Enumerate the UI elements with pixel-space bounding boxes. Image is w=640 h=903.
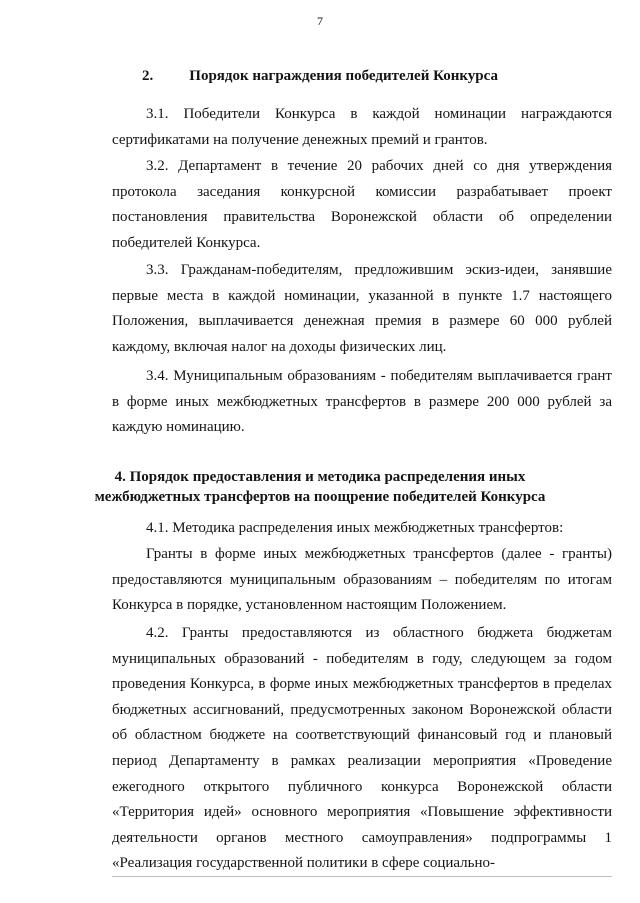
section-2-heading [0,68,640,85]
paragraph-4-1: 4.1. Методика распределения иных межбюджетных трансфертов: [146,520,564,536]
section-4-heading [0,467,640,507]
section-4-title-line-1: 4. Порядок предоставления и методика распределения иных [114,469,526,485]
paragraph-3-3: 3.3. Гражданам-победителям, предложившим эскиз-идеи, занявшие первые места в каждой номинации, указанной в пункте 1.7 настоящего Положения, выплачивается денежная премия в размере 60 000 рублей каждому, включая налог на доходы физических лиц. [112,262,612,355]
section-2-title: Порядок награждения победителей Конкурса [189,68,498,84]
page-number: 7 [317,14,323,28]
paragraph-grants: Гранты в форме иных межбюджетных трансфертов (далее - гранты) предоставляются муниципальным образованиям – победителям по итогам Конкурса в порядке, установленном настоящим Положением. [112,546,612,614]
section-4-title-line-2: межбюджетных трансфертов на поощрение победителей Конкурса [94,489,546,505]
section-2-number: 2. [142,68,154,84]
paragraph-3-4: 3.4. Муниципальным образованиям - победителям выплачивается грант в форме иных межбюджетных трансфертов в размере 200 000 рублей за каждую номинацию. [112,368,612,436]
paragraph-3-2: 3.2. Департамент в течение 20 рабочих дней со дня утверждения протокола заседания конкурсной комиссии разрабатывает проект постановления правительства Воронежской области об определении победителей Конкурса. [112,158,612,251]
bottom-rule [112,876,612,877]
paragraph-3-1: 3.1. Победители Конкурса в каждой номинации награждаются сертификатами на получение денежных премий и грантов. [112,106,612,148]
paragraph-4-2: 4.2. Гранты предоставляются из областного бюджета бюджетам муниципальных образований - победителям в году, следующем за годом проведения Конкурса, в форме иных межбюджетных трансфертов в пределах бюджетных ассигнований, предусмотренных законом Воронежской области об областном бюджете на соответствующий финансовый год и плановый период Департаменту в рамках реализации мероприятия «Проведение ежегодного открытого публичного конкурса Воронежской области «Территория идей» основного мероприятия «Повышение эффективности деятельности органов местного самоуправления» подпрограммы 1 «Реализация государственной политики в сфере социально- [112,625,612,872]
